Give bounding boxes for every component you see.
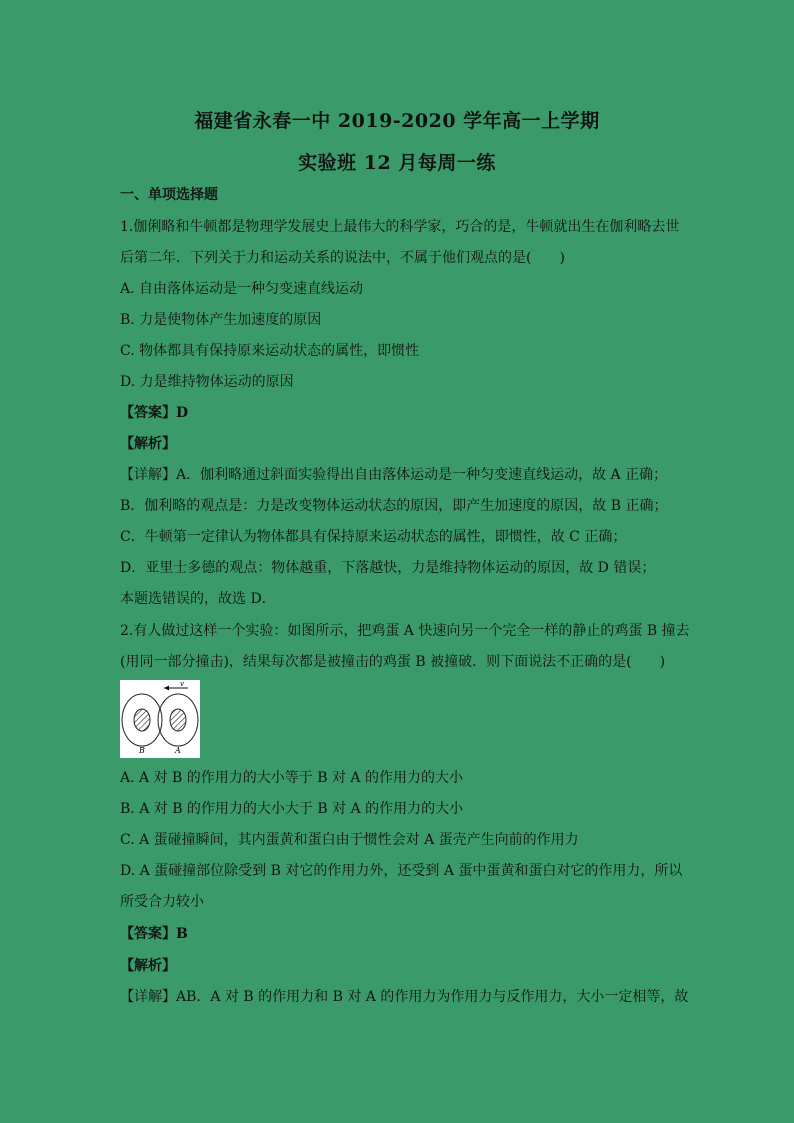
q1-detail-4: D．亚里士多德的观点：物体越重，下落越快，力是维持物体运动的原因，故 D 错误；: [120, 560, 656, 576]
egg-b: [122, 694, 162, 746]
egg-a-label: A: [175, 746, 181, 755]
q1-option-d: D. 力是维持物体运动的原因: [120, 374, 294, 390]
q1-option-a: A. 自由落体运动是一种匀变速直线运动: [120, 281, 364, 297]
q1-detail-1: 【详解】A．伽利略通过斜面实验得出自由落体运动是一种匀变速直线运动，故 A 正确；: [120, 467, 668, 483]
q2-stem-line1: 2.有人做过这样一个实验：如图所示，把鸡蛋 A 快速向另一个完全一样的静止的鸡蛋 B 撞去: [120, 623, 690, 639]
q2-answer: 【答案】B: [120, 926, 188, 942]
q1-detail-3: C．牛顿第一定律认为物体都具有保持原来运动状态的属性，即惯性，故 C 正确；: [120, 529, 627, 545]
eggs-diagram: [120, 680, 200, 758]
q1-option-c: C. 物体都具有保持原来运动状态的属性，即惯性: [120, 343, 420, 359]
q2-option-c: C. A 蛋碰撞瞬间，其内蛋黄和蛋白由于惯性会对 A 蛋壳产生向前的作用力: [120, 832, 579, 848]
eggs-figure: [120, 680, 200, 758]
q1-detail-2: B．伽利略的观点是：力是改变物体运动状态的原因，即产生加速度的原因，故 B 正确；: [120, 498, 668, 514]
q1-analysis-label: 【解析】: [120, 436, 176, 452]
egg-a: [158, 694, 198, 746]
q2-option-a: A. A 对 B 的作用力的大小等于 B 对 A 的作用力的大小: [120, 770, 463, 786]
q1-conclusion: 本题选错误的，故选 D．: [120, 591, 276, 607]
q1-stem-line1: 1.伽俐略和牛顿都是物理学发展史上最伟大的科学家，巧合的是，牛顿就出生在伽利略去世: [120, 219, 680, 235]
q2-analysis-label: 【解析】: [120, 958, 176, 974]
q2-option-d-line1: D. A 蛋碰撞部位除受到 B 对它的作用力外，还受到 A 蛋中蛋黄和蛋白对它的作用力，所以: [120, 863, 683, 879]
q2-option-d-line2: 所受合力较小: [120, 894, 204, 910]
velocity-arrow: [164, 686, 188, 691]
q2-detail-1: 【详解】AB．A 对 B 的作用力和 B 对 A 的作用力为作用力与反作用力，大小一定相等，故: [120, 989, 689, 1005]
egg-b-label: B: [139, 746, 145, 755]
q2-option-b: B. A 对 B 的作用力的大小大于 B 对 A 的作用力的大小: [120, 801, 464, 817]
q1-option-b: B. 力是使物体产生加速度的原因: [120, 312, 322, 328]
velocity-label: v: [180, 680, 184, 688]
section-heading: 一、单项选择题: [120, 187, 218, 203]
q1-answer: 【答案】D: [120, 405, 189, 421]
document-subtitle: 实验班 12 月每周一练: [298, 152, 496, 174]
q1-stem-line2: 后第二年．下列关于力和运动关系的说法中，不属于他们观点的是( ): [120, 250, 565, 266]
document-title: 福建省永春一中 2019-2020 学年高一上学期: [194, 110, 600, 132]
q2-stem-line2: (用同一部分撞击)，结果每次都是被撞击的鸡蛋 B 被撞破．则下面说法不正确的是( ): [120, 654, 666, 670]
